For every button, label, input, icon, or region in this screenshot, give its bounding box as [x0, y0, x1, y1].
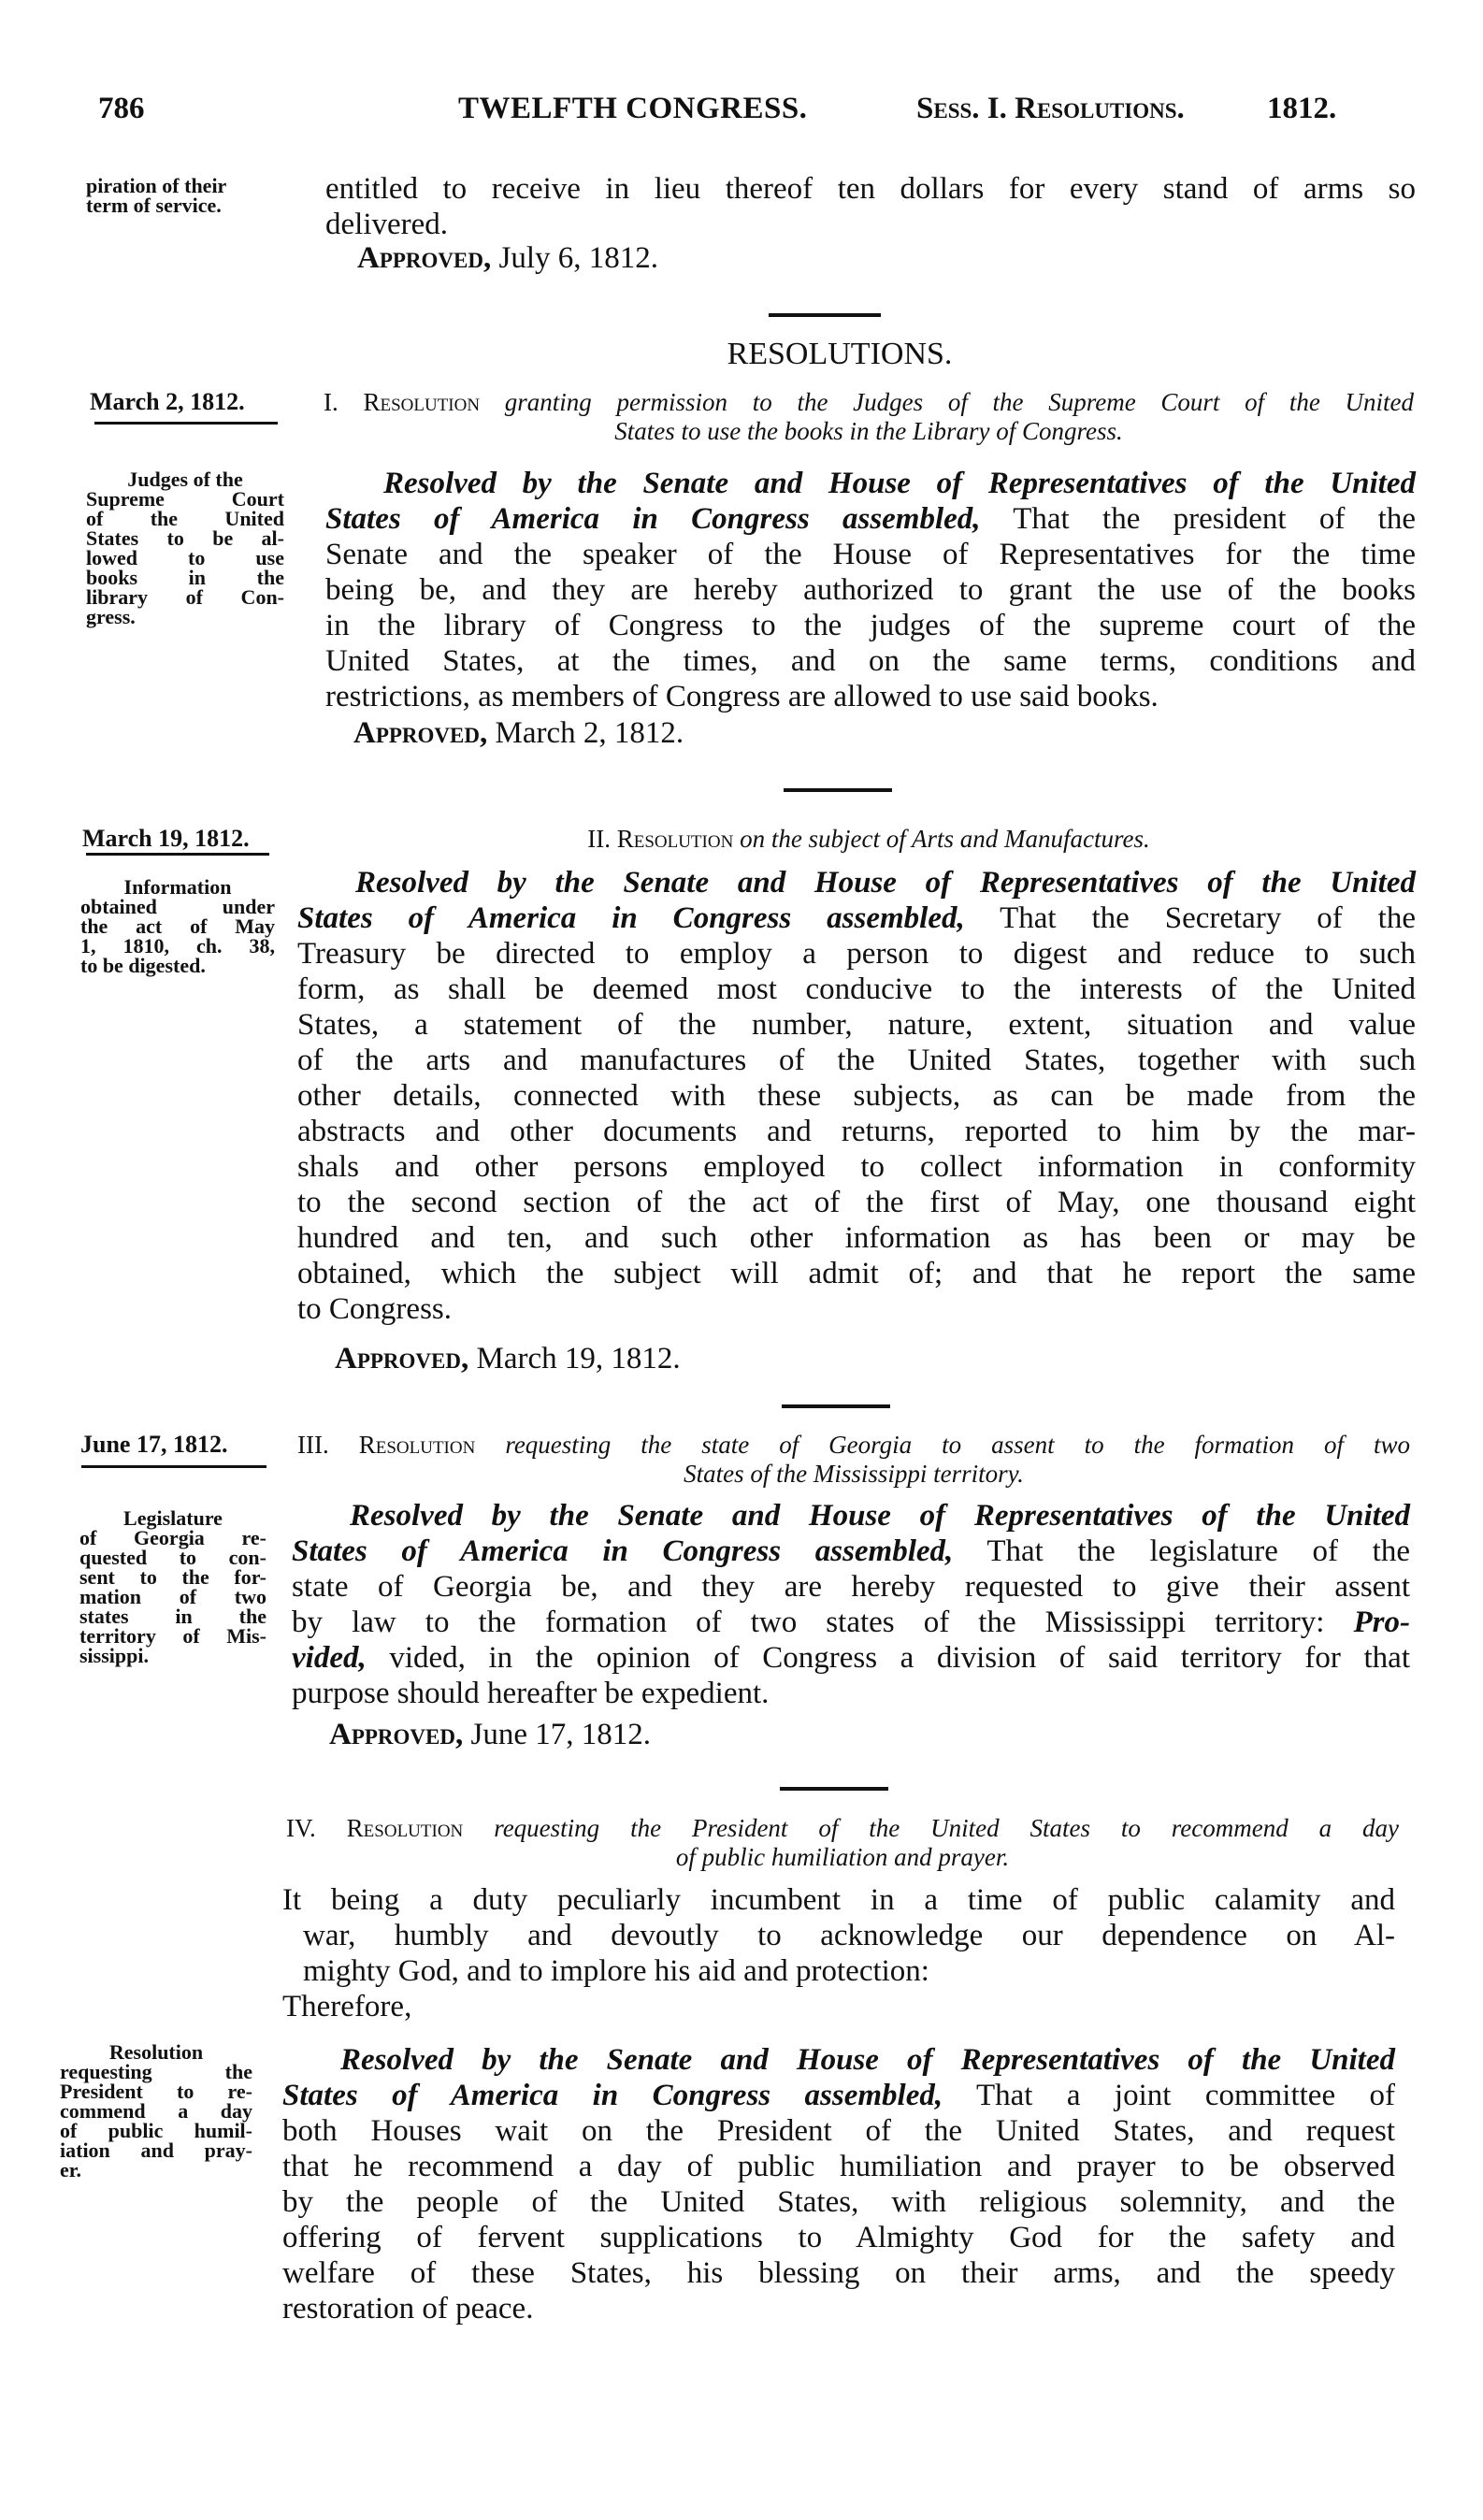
body-line: being be, and they are hereby authorized to grant the use of the books: [325, 573, 1416, 607]
resolution-3-title: [297, 1431, 1410, 1489]
body-line: to Congress.: [297, 1292, 452, 1326]
resolution-label: Resolution: [363, 388, 481, 416]
session-label: Sess. I. Resolutions.: [916, 92, 1185, 125]
resolution-number: III.: [297, 1431, 329, 1459]
running-title: TWELFTH CONGRESS.: [458, 92, 808, 125]
margin-note-line: Judges of the: [127, 468, 243, 491]
date-note-rule: [86, 853, 269, 856]
body-line: That a joint committee of: [975, 2079, 1396, 2112]
body-line: That the legislature of the: [986, 1534, 1410, 1568]
body-line: entitled to receive in lieu thereof ten dollars for every stand of arms so: [325, 172, 1416, 206]
approved-label: Approved,: [329, 1718, 464, 1751]
enacting-clause: Resolved by the Senate and House of Representatives of the United: [340, 2043, 1395, 2077]
approval-line-resolution-2: [335, 1342, 681, 1376]
date-note-resolution-3: June 17, 1812.: [80, 1431, 228, 1458]
margin-note-line: of Georgia re-: [79, 1526, 266, 1549]
body-line: state of Georgia be, and they are hereby requested to give their assent: [292, 1570, 1410, 1604]
section-divider: [769, 313, 881, 317]
resolution-2-body: [297, 865, 1416, 1327]
section-divider: [782, 1404, 890, 1408]
enacting-clause: States of America in Congress assembled,: [292, 1534, 954, 1568]
margin-note-line: 1, 1810, ch. 38,: [80, 934, 275, 958]
body-line: hundred and ten, and such other information as has been or may be: [297, 1221, 1416, 1255]
margin-note-line: requesting the: [60, 2060, 252, 2083]
preamble-line: war, humbly and devoutly to acknowledge our dependence on Al-: [303, 1919, 1395, 1952]
body-line: restrictions, as members of Congress are allowed to use said books.: [325, 680, 1159, 713]
approval-line-continuation: [357, 241, 658, 276]
body-line: both Houses wait on the President of the United States, and request: [282, 2114, 1395, 2148]
body-line: Senate and the speaker of the House of Representatives for the time: [325, 538, 1416, 571]
margin-note-line: library of Con-: [86, 585, 284, 609]
body-line: delivered.: [325, 208, 449, 241]
section-divider: [784, 788, 892, 792]
margin-note-continuation: [86, 176, 287, 215]
resolution-4-body: [282, 2042, 1395, 2326]
body-line: obtained, which the subject will admit of; and that he report the same: [297, 1257, 1416, 1290]
resolution-4-title: [286, 1814, 1399, 1872]
margin-note-line: the act of May: [80, 914, 275, 938]
resolution-title-line: granting permission to the Judges of the Supreme Court of the United: [504, 388, 1415, 416]
margin-note-line: iation and pray-: [60, 2138, 252, 2162]
body-line: welfare of these States, his blessing on their arms, and the speedy: [282, 2256, 1395, 2290]
enacting-clause: States of America in Congress assembled,: [325, 502, 981, 536]
resolution-title-line: of public humiliation and prayer.: [675, 1843, 1010, 1871]
resolution-3-body: [292, 1498, 1410, 1711]
running-year: 1812.: [1267, 92, 1337, 125]
resolution-2-title: [324, 825, 1414, 854]
section-heading: [0, 337, 1483, 372]
body-line: restoration of peace.: [282, 2292, 534, 2326]
resolution-4-preamble: [282, 1882, 1395, 2024]
body-line: in the library of Congress to the judges of the supreme court of the: [325, 609, 1416, 642]
resolution-title-line: requesting the state of Georgia to assent to the formation of two: [505, 1431, 1411, 1459]
approved-date: March 19, 1812.: [476, 1342, 681, 1375]
proviso-keyword: Pro-: [1353, 1606, 1411, 1639]
margin-note-line: er.: [60, 2158, 82, 2182]
margin-note-line: sissippi.: [79, 1644, 149, 1667]
body-line: purpose should hereafter be expedient.: [292, 1677, 770, 1710]
margin-note-line: commend a day: [60, 2099, 252, 2123]
enacting-clause: States of America in Congress assembled,: [297, 901, 965, 935]
margin-note-line: Information: [123, 875, 232, 899]
margin-note-line: gress.: [86, 605, 136, 628]
preamble-line: It being a duty peculiarly incumbent in a time of public calamity and: [282, 1883, 1395, 1917]
resolution-label: Resolution: [346, 1814, 464, 1842]
margin-note-resolution-1: [86, 469, 284, 626]
resolution-title-line: requesting the President of the United States to recommend a day: [494, 1814, 1400, 1842]
margin-note-line: territory of Mis-: [79, 1624, 266, 1648]
margin-note-line: quested to con-: [79, 1546, 266, 1569]
resolution-label: Resolution: [616, 825, 734, 853]
date-note-resolution-1: March 2, 1812.: [90, 388, 245, 415]
margin-note-line: obtained under: [80, 895, 275, 918]
body-line: that he recommend a day of public humiliation and prayer to be observed: [282, 2150, 1395, 2183]
margin-note-line: term of service.: [86, 194, 222, 217]
margin-note-resolution-2: [80, 877, 275, 975]
approval-line-resolution-3: [329, 1718, 651, 1752]
approval-line-resolution-1: [353, 716, 684, 751]
resolution-1-title: [324, 388, 1414, 446]
body-line: United States, at the times, and on the same terms, conditions and: [325, 644, 1416, 678]
running-head: [98, 92, 1417, 133]
body-line: of the arts and manufactures of the United States, together with such: [297, 1044, 1416, 1077]
continuation-text: [325, 171, 1416, 242]
resolution-title-line: States of the Mississippi territory.: [684, 1460, 1024, 1488]
body-line: to the second section of the act of the first of May, one thousand eight: [297, 1186, 1416, 1219]
margin-note-line: of the United: [86, 507, 284, 530]
margin-note-resolution-3: [79, 1508, 266, 1665]
section-heading-text: RESOLUTIONS.: [727, 337, 953, 371]
resolution-number: II.: [587, 825, 611, 853]
page-number: 786: [98, 92, 145, 125]
date-note-rule: [81, 1465, 266, 1468]
body-line: That the Secretary of the: [1000, 901, 1416, 935]
enacting-clause: Resolved by the Senate and House of Representatives of the United: [355, 866, 1416, 900]
resolution-number: I.: [324, 388, 338, 416]
margin-note-line: States to be al-: [86, 526, 284, 550]
enacting-clause: States of America in Congress assembled,: [282, 2079, 943, 2112]
date-note-rule: [94, 422, 278, 425]
body-line: other details, connected with these subjects, as can be made from the: [297, 1079, 1416, 1113]
margin-note-line: Supreme Court: [86, 487, 284, 511]
body-line: shals and other persons employed to collect information in conformity: [297, 1150, 1416, 1184]
margin-note-line: mation of two: [79, 1585, 266, 1608]
body-line: by law to the formation of two states of the Mississippi territory:: [292, 1606, 1325, 1639]
resolution-title-line: States to use the books in the Library of Congress.: [614, 417, 1123, 445]
resolution-label: Resolution: [358, 1431, 476, 1459]
body-line: by the people of the United States, with religious solemnity, and the: [282, 2185, 1395, 2219]
body-line: vided, in the opinion of Congress a division of said territory for that: [389, 1641, 1410, 1675]
resolution-1-body: [325, 466, 1416, 714]
approved-label: Approved,: [353, 716, 488, 750]
body-line: abstracts and other documents and returns, reported to him by the mar-: [297, 1115, 1416, 1148]
approved-label: Approved,: [335, 1342, 469, 1375]
preamble-line: mighty God, and to implore his aid and protection:: [303, 1954, 929, 1988]
body-line: offering of fervent supplications to Almighty God for the safety and: [282, 2221, 1395, 2254]
approved-date: July 6, 1812.: [498, 241, 659, 275]
margin-note-line: piration of their: [86, 174, 227, 197]
body-line: form, as shall be deemed most conducive to the interests of the United: [297, 972, 1416, 1006]
resolution-title-line: on the subject of Arts and Manufactures.: [740, 825, 1150, 853]
margin-note-line: Resolution: [108, 2040, 204, 2064]
section-divider: [780, 1787, 888, 1791]
body-line: Treasury be directed to employ a person to digest and reduce to such: [297, 937, 1416, 971]
margin-note-line: lowed to use: [86, 546, 284, 569]
therefore: Therefore,: [282, 1990, 412, 2023]
body-line: That the president of the: [1013, 502, 1416, 536]
resolution-number: IV.: [286, 1814, 316, 1842]
approved-date: June 17, 1812.: [470, 1718, 651, 1751]
margin-note-line: to be digested.: [80, 954, 206, 977]
margin-note-resolution-4: [60, 2042, 252, 2180]
enacting-clause: Resolved by the Senate and House of Representatives of the United: [350, 1499, 1410, 1533]
date-note-resolution-2: March 19, 1812.: [82, 825, 250, 852]
margin-note-line: of public humil-: [60, 2119, 252, 2142]
margin-note-line: states in the: [79, 1605, 266, 1628]
margin-note-line: books in the: [86, 566, 284, 589]
approved-date: March 2, 1812.: [495, 716, 684, 750]
proviso-keyword: vided,: [292, 1641, 367, 1675]
margin-note-line: sent to the for-: [79, 1565, 266, 1589]
approved-label: Approved,: [357, 241, 492, 275]
margin-note-line: Legislature: [123, 1506, 223, 1530]
margin-note-line: President to re-: [60, 2080, 252, 2103]
enacting-clause: Resolved by the Senate and House of Representatives of the United: [383, 467, 1416, 500]
body-line: States, a statement of the number, nature, extent, situation and value: [297, 1008, 1416, 1042]
